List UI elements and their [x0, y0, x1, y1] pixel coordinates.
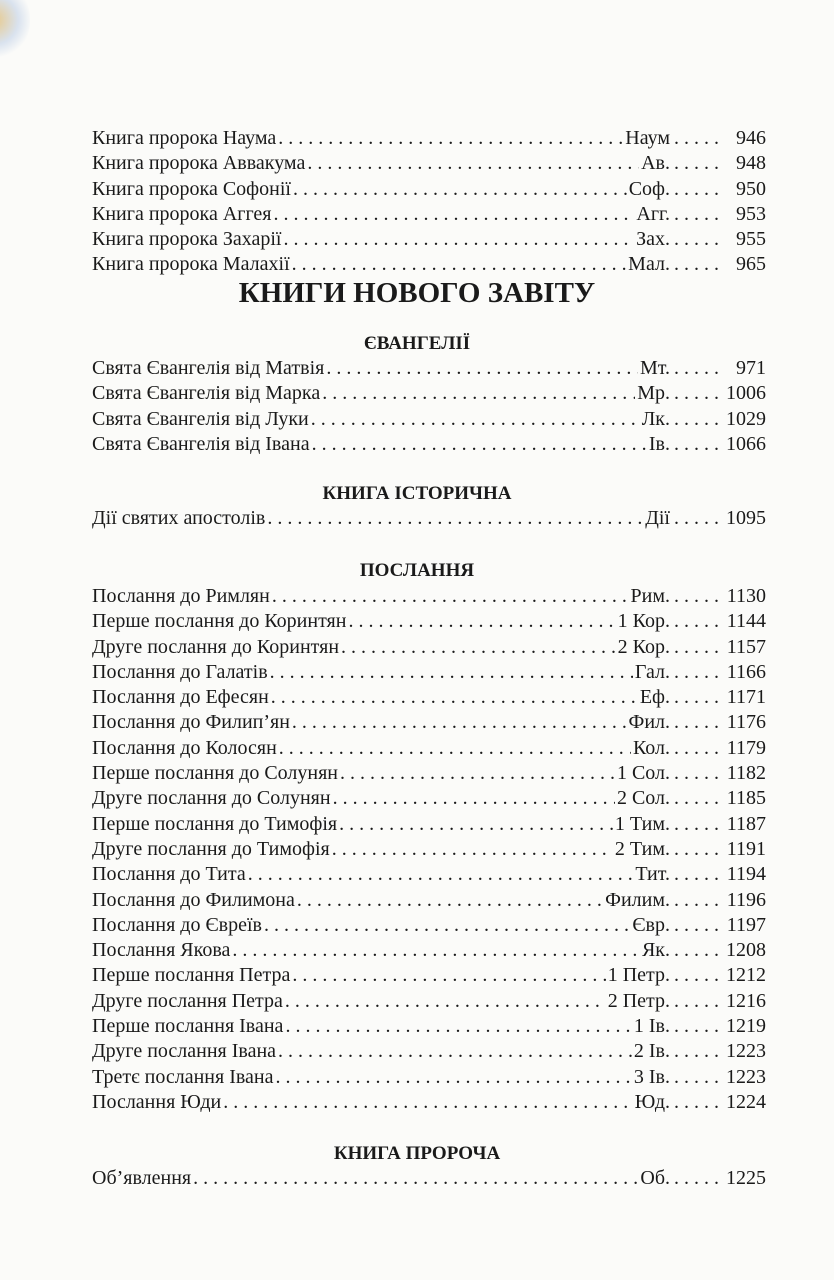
dot-leader [272, 585, 629, 608]
dot-leader [348, 610, 615, 633]
dot-leader [312, 433, 647, 456]
book-title: Книга пророка Захарії [92, 228, 282, 251]
book-abbreviation: 1 Тим. [614, 812, 670, 835]
dot-leader [674, 914, 718, 937]
book-abbreviation: Лк. [641, 407, 670, 430]
book-title: Друге послання до Тимофія [92, 837, 330, 860]
dot-leader [674, 636, 718, 659]
dot-leader [292, 711, 627, 734]
book-abbreviation: Наум [625, 127, 670, 149]
book-title: Перше послання Івана [92, 1015, 284, 1038]
page-number: 1191 [726, 837, 766, 860]
book-abbreviation: 1 Кор. [617, 610, 670, 633]
book-title: Свята Євангелія від Луки [92, 407, 309, 430]
book-title: Послання до Римлян [92, 585, 270, 607]
dot-leader [193, 1167, 638, 1190]
dot-leader [674, 737, 718, 760]
dot-leader [674, 357, 718, 380]
book-abbreviation: Ав. [641, 152, 670, 175]
toc-entry [92, 585, 766, 610]
dot-leader [297, 889, 603, 912]
dot-leader [674, 1015, 718, 1038]
toc-entry [92, 838, 766, 863]
dot-leader [248, 863, 634, 886]
book-abbreviation: Дії [645, 507, 670, 529]
book-abbreviation: 1 Ів. [633, 1015, 670, 1038]
page-number: 1166 [726, 660, 766, 683]
page-number: 1219 [726, 1015, 766, 1038]
page-number: 1179 [726, 736, 766, 759]
page-number: 1212 [726, 964, 766, 987]
book-abbreviation: 1 Петр. [607, 964, 670, 987]
dot-leader [285, 1015, 631, 1038]
toc-entry [92, 964, 766, 989]
book-title: Послання до Тита [92, 863, 246, 886]
dot-leader [674, 863, 718, 886]
page-number: 1182 [726, 762, 766, 785]
dot-leader [674, 1167, 718, 1190]
toc-entry [92, 507, 766, 532]
page-number: 971 [736, 357, 766, 379]
dot-leader [279, 737, 631, 760]
dot-leader [674, 990, 718, 1013]
dot-leader [333, 787, 615, 810]
book-title: Послання до Галатів [92, 660, 268, 683]
page-number: 1196 [726, 888, 766, 911]
dot-leader [674, 762, 718, 785]
toc-entry [92, 1015, 766, 1040]
toc-entry [92, 990, 766, 1015]
toc-historical [92, 507, 766, 532]
book-abbreviation: Євр. [632, 913, 670, 936]
dot-leader [674, 813, 718, 836]
book-abbreviation: 2 Тим. [614, 837, 670, 860]
book-abbreviation: 3 Ів. [633, 1065, 670, 1088]
page-number: 1006 [726, 382, 766, 405]
subsection-heading-prophetic: КНИГА ПРОРОЧА [333, 1143, 501, 1164]
book-abbreviation: Мт. [639, 357, 670, 379]
subsection-heading-historical: КНИГА ІСТОРИЧНА [322, 483, 512, 504]
dot-leader [285, 990, 606, 1013]
book-title: Послання до Євреїв [92, 913, 262, 936]
page-number: 1225 [726, 1167, 766, 1189]
book-title: Книга пророка Наума [92, 127, 277, 149]
dot-leader [283, 228, 634, 251]
book-abbreviation: Фил. [628, 711, 670, 734]
dot-leader [674, 787, 718, 810]
page-number: 1223 [726, 1040, 766, 1063]
book-abbreviation: Об. [640, 1167, 670, 1189]
book-title: Свята Євангелія від Марка [92, 382, 321, 405]
book-title: Послання Юди [92, 1090, 222, 1113]
dot-leader [278, 1040, 632, 1063]
dot-leader [332, 838, 613, 861]
toc-entry [92, 178, 766, 203]
book-title: Друге послання до Коринтян [92, 635, 340, 658]
page-number: 1176 [726, 711, 766, 734]
toc-entry [92, 813, 766, 838]
dot-leader [674, 686, 718, 709]
book-abbreviation: Агг. [636, 202, 670, 225]
book-title: Свята Євангелія від Івана [92, 432, 310, 455]
toc-entry [92, 1040, 766, 1065]
book-title: Послання до Колосян [92, 736, 277, 759]
page-number: 1095 [726, 507, 766, 529]
book-title: Послання Якова [92, 939, 231, 962]
dot-leader [674, 433, 718, 456]
page-number: 1171 [726, 686, 766, 709]
section-heading-new-testament: КНИГИ НОВОГО ЗАВІТУ [238, 277, 596, 309]
book-edge-decoration [0, 0, 30, 60]
toc-entry [92, 737, 766, 762]
book-abbreviation: Тит. [635, 863, 670, 886]
book-title: Перше послання до Коринтян [92, 610, 347, 633]
book-abbreviation: 1 Сол. [616, 762, 670, 785]
toc-entry [92, 863, 766, 888]
book-abbreviation: Ів. [648, 432, 670, 455]
dot-leader [271, 686, 638, 709]
dot-leader [223, 1091, 633, 1114]
book-title: Перше послання до Тимофія [92, 812, 338, 835]
dot-leader [341, 636, 616, 659]
book-title: Послання до Филимона [92, 888, 295, 911]
book-title: Перше послання до Солунян [92, 762, 338, 785]
page-number: 1144 [726, 610, 766, 633]
dot-leader [276, 1066, 632, 1089]
page-number: 1066 [726, 432, 766, 455]
dot-leader [674, 1066, 718, 1089]
dot-leader [674, 939, 718, 962]
page-number: 1224 [726, 1090, 766, 1113]
book-abbreviation: 2 Петр. [607, 989, 670, 1012]
toc-entry [92, 433, 766, 458]
toc-entry [92, 711, 766, 736]
dot-leader [674, 178, 718, 201]
toc-gospels [92, 357, 766, 458]
page-number: 965 [736, 253, 766, 276]
page-number: 1157 [726, 635, 766, 658]
dot-leader [278, 127, 623, 150]
toc-entry [92, 1167, 766, 1192]
subsection-heading-gospels: ЄВАНГЕЛІЇ [363, 333, 471, 354]
book-title: Друге послання Петра [92, 989, 283, 1012]
dot-leader [674, 838, 718, 861]
book-title: Книга пророка Софонії [92, 177, 291, 200]
dot-leader [674, 152, 718, 175]
toc-entry [92, 610, 766, 635]
toc-entry [92, 914, 766, 939]
dot-leader [674, 127, 718, 150]
page-number: 953 [736, 202, 766, 225]
toc-entry [92, 1066, 766, 1091]
book-abbreviation: Рим. [630, 585, 670, 607]
dot-leader [307, 152, 639, 175]
page-number: 1194 [726, 863, 766, 886]
toc-entry [92, 408, 766, 433]
toc-entry [92, 1091, 766, 1116]
toc-epistles [92, 585, 766, 1116]
book-title: Друге послання Івана [92, 1040, 277, 1063]
dot-leader [311, 408, 640, 431]
dot-leader [674, 1040, 718, 1063]
dot-leader [674, 661, 718, 684]
book-title: Книга пророка Малахії [92, 253, 290, 276]
toc-entry [92, 686, 766, 711]
toc-entry [92, 762, 766, 787]
book-abbreviation: Мал. [628, 253, 670, 276]
page-number: 1187 [726, 812, 766, 835]
dot-leader [340, 762, 615, 785]
page-number: 946 [736, 127, 766, 149]
dot-leader [264, 914, 630, 937]
toc-entry [92, 228, 766, 253]
page-number: 1208 [726, 939, 766, 962]
book-title: Послання до Филип’ян [92, 711, 290, 734]
toc-entry [92, 127, 766, 152]
dot-leader [674, 585, 718, 608]
book-title: Третє послання Івана [92, 1065, 274, 1088]
book-title: Перше послання Петра [92, 964, 291, 987]
toc-entry [92, 382, 766, 407]
page-number: 955 [736, 228, 766, 251]
toc-entry [92, 787, 766, 812]
toc-entry [92, 939, 766, 964]
book-abbreviation: 2 Ів. [633, 1040, 670, 1063]
dot-leader [273, 203, 634, 226]
dot-leader [322, 382, 635, 405]
page-number: 1216 [726, 989, 766, 1012]
dot-leader [292, 964, 605, 987]
dot-leader [674, 610, 718, 633]
dot-leader [232, 939, 640, 962]
page-number: 1223 [726, 1065, 766, 1088]
toc-entry [92, 152, 766, 177]
book-abbreviation: 2 Сол. [616, 787, 670, 810]
toc-entry [92, 357, 766, 382]
page-number: 1130 [726, 585, 766, 607]
book-abbreviation: Мр. [637, 382, 670, 405]
toc-old-testament-tail [92, 127, 766, 279]
page-number: 950 [736, 177, 766, 200]
book-title: Книга пророка Аггея [92, 202, 272, 225]
toc-entry [92, 889, 766, 914]
book-abbreviation: Кол. [632, 736, 670, 759]
dot-leader [326, 357, 638, 380]
book-title: Книга пророка Аввакума [92, 152, 306, 175]
toc-entry [92, 661, 766, 686]
page-number: 1029 [726, 407, 766, 430]
page-number: 1197 [726, 913, 766, 936]
dot-leader [674, 203, 718, 226]
dot-leader [674, 1091, 718, 1114]
book-title: Друге послання до Солунян [92, 787, 331, 810]
dot-leader [267, 507, 643, 530]
toc-prophetic [92, 1167, 766, 1192]
page-number: 948 [736, 152, 766, 175]
dot-leader [674, 408, 718, 431]
book-abbreviation: Зах. [636, 228, 670, 251]
dot-leader [270, 661, 633, 684]
dot-leader [292, 253, 627, 276]
toc-entry [92, 253, 766, 278]
book-abbreviation: Юд. [634, 1090, 670, 1113]
dot-leader [674, 382, 718, 405]
dot-leader [674, 964, 718, 987]
book-title: Послання до Ефесян [92, 686, 269, 709]
book-title: Об’явлення [92, 1167, 192, 1189]
dot-leader [339, 813, 613, 836]
dot-leader [674, 889, 718, 912]
book-abbreviation: Филим. [605, 888, 670, 911]
dot-leader [674, 711, 718, 734]
subsection-heading-epistles: ПОСЛАННЯ [359, 560, 475, 581]
book-title: Дії святих апостолів [92, 507, 266, 529]
toc-entry [92, 636, 766, 661]
book-abbreviation: 2 Кор. [617, 635, 670, 658]
dot-leader [674, 228, 718, 251]
book-abbreviation: Еф. [639, 686, 670, 709]
book-abbreviation: Гал. [634, 660, 670, 683]
book-title: Свята Євангелія від Матвія [92, 357, 325, 379]
dot-leader [674, 253, 718, 276]
dot-leader [293, 178, 627, 201]
dot-leader [674, 507, 718, 530]
book-abbreviation: Соф. [628, 177, 670, 200]
page-number: 1185 [726, 787, 766, 810]
book-abbreviation: Як. [641, 939, 670, 962]
toc-entry [92, 203, 766, 228]
